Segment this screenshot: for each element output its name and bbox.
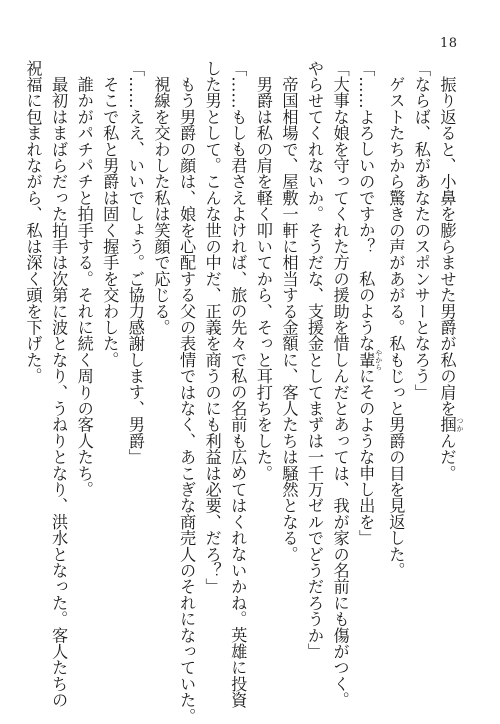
text-line: ゲストたちから驚きの声があがる。私もじっと男爵の目を見返した。	[386, 60, 406, 579]
text-line: 誰かがパチパチと拍手する。それに続く周りの客人たち。	[74, 60, 94, 498]
text-line: 最初はまばらだった拍手は次第に波となり、うねりとなり、洪水となった。客人たちの	[49, 60, 69, 708]
text-line: そこで私と男爵は固く握手を交わした。	[100, 60, 120, 368]
text-line: 男爵は私の肩を軽く叩いてから、そっと耳打ちをした。	[253, 60, 273, 482]
text-line: した男として。こんな世の中だ、正義を商うのにも利益は必要、だろ？」	[202, 60, 222, 595]
text-line: 「ならば、私があなたのスポンサーとなろう」	[411, 60, 431, 401]
text-line: 「……ええ、いいでしょう。ご協力感謝します、男爵」	[125, 60, 145, 465]
text-line: やらせてくれないか。そうだな、支援金としてまずは一千万ゼルでどうだろうか」	[305, 60, 325, 660]
furigana: 輩 やから	[356, 349, 383, 371]
text-line: 「……もしも君さえよければ、旅の先々で私の名前も広めてはくれないかね。英雄に投資	[228, 60, 248, 708]
text-line: 振り返ると、小鼻を膨らませた男爵が私の肩を掴 つかんだ。	[437, 60, 464, 482]
text-line: 帝国相場で、屋敷一軒に相当する金額に、客人たちは騒然となる。	[279, 60, 299, 563]
text-line: 祝福に包まれながら、私は深く頭を下げた。	[23, 60, 43, 384]
text-line: 「……よろしいのですか？ 私のような輩 やからにそのような申し出を」	[356, 60, 383, 546]
text-line: もう男爵の顔は、娘を心配する父の表情ではなく、あこぎな商売人のそれになっていた。	[177, 60, 197, 724]
body-text	[23, 60, 464, 724]
text-line: 「大事な娘を守ってくれた方の援助を惜しんだとあっては、我が家の名前にも傷がつく。	[330, 60, 350, 708]
page-number: 18	[440, 36, 458, 51]
text-line: 視線を交わした私は笑顔で応じる。	[151, 60, 171, 336]
furigana: 掴 つか	[437, 416, 464, 433]
